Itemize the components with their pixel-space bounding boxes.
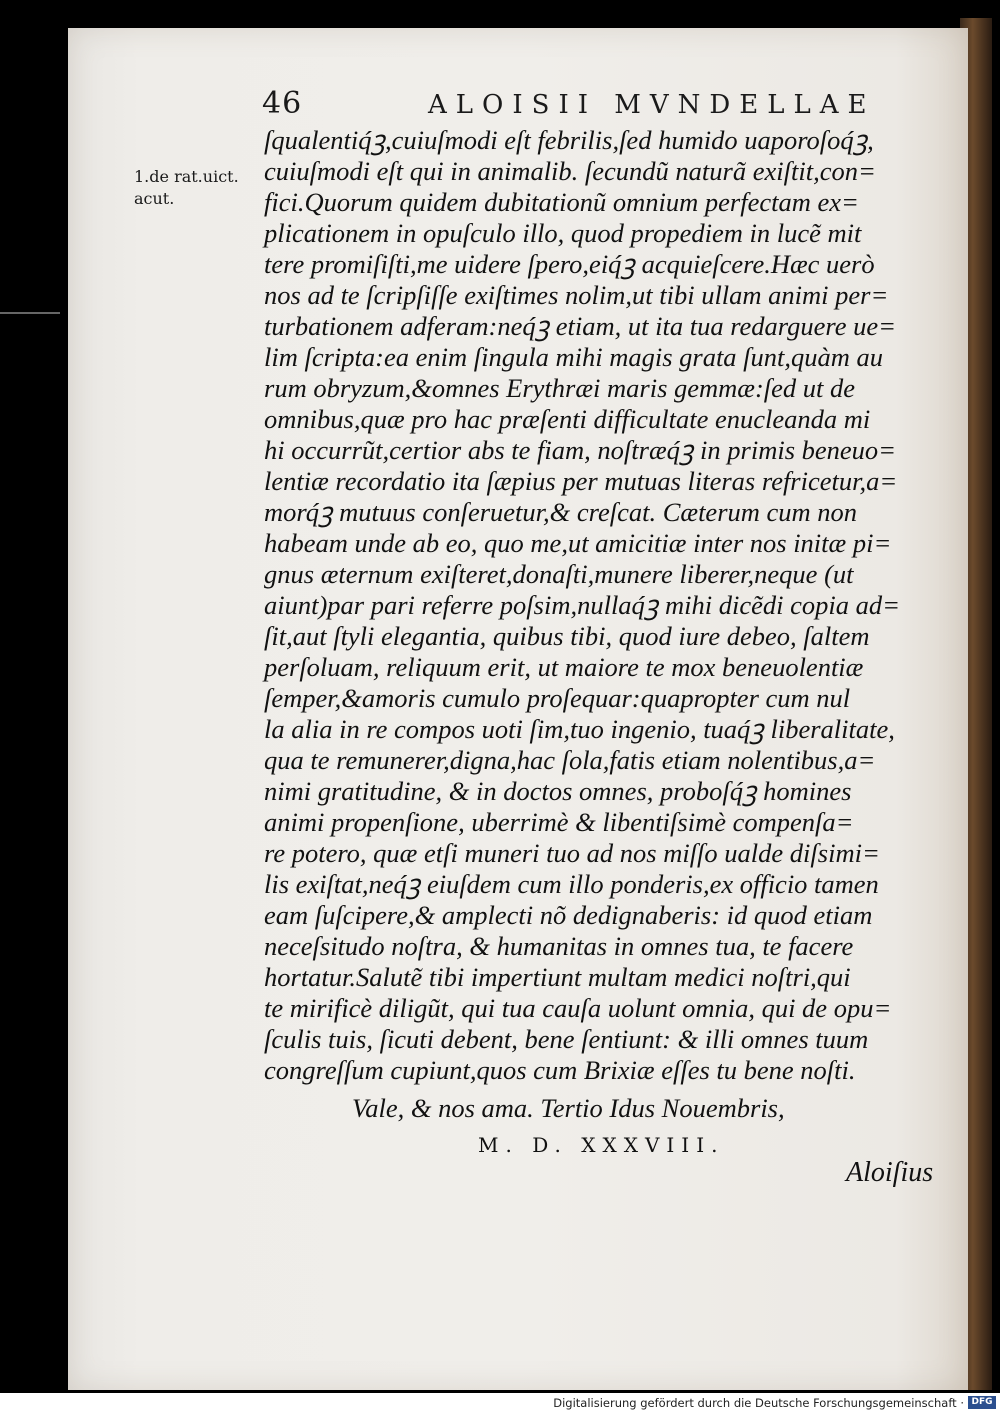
signature: Aloiſius [846,1157,934,1188]
farewell-line: Vale, & nos ama. Tertio Idus Nouembris, [352,1093,785,1123]
text-line: ſemper,&amoris cumulo proſequar:quapropter cum nul [264,683,851,713]
text-line: gnus æternum exiſteret,donaſti,munere liberer,neque (ut [264,559,854,589]
text-line: la alia in re compos uoti ſim,tuo ingenio, tuaq́ꝫ liberalitate, [264,714,895,744]
margin-note-line: 1.de rat.uict. [134,167,239,186]
text-line: te mirificè diligũt, qui tua cauſa uolunt omnia, qui de opu= [264,993,892,1023]
text-line: aiunt)par pari referre poſsim,nullaq́ꝫ mihi dicẽdi copia ad= [264,590,900,620]
text-line: ſqualentiq́ꝫ,cuiuſmodi eſt febrilis,ſed humido uaporoſoq́ꝫ, [264,125,874,155]
text-line: tere promiſiſti,me uidere ſpero,eiq́ꝫ acquieſcere.Hæc uerò [264,249,875,279]
text-line: lim ſcripta:ea enim ſingula mihi magis grata ſunt,quàm au [264,342,884,372]
text-line: nos ad te ſcripſiſſe exiſtimes nolim,ut tibi ullam animi per= [264,280,889,310]
text-line: congreſſum cupiunt,quos cum Brixiæ eſſes tu bene noſti. [264,1055,856,1085]
footer-bar [0,1393,1000,1413]
letter-body [264,125,954,1086]
margin-note [134,166,260,210]
text-line: plicationem in opuſculo illo, quod propediem in lucẽ mit [264,218,862,248]
running-title: ALOISII MVNDELLAE [428,90,876,120]
text-line: habeam unde ab eo, quo me,ut amicitiæ inter nos initæ pi= [264,528,892,558]
text-line: neceſsitudo noſtra, & humanitas in omnes tua, te facere [264,931,854,961]
text-line: morq́ꝫ mutuus conſeruetur,& creſcat. Cæterum cum non [264,497,858,527]
text-line: rum obryzum,&omnes Erythræi maris gemmæ:ſed ut de [264,373,856,403]
text-line: qua te remunerer,digna,hac ſola,fatis etiam nolentibus,a= [264,745,876,775]
text-line: fici.Quorum quidem dubitationũ omnium perfectam ex= [264,187,859,217]
funding-credit: Digitalisierung gefördert durch die Deutsche Forschungsgemeinschaft · [553,1396,964,1410]
text-line: cuiuſmodi eſt qui in animalib. ſecundũ naturã exiſtit,con= [264,156,876,186]
margin-note-line: acut. [134,189,175,208]
text-line: animi propenſione, uberrimè & libentiſsimè compenſa= [264,807,854,837]
text-line: hi occurrũt,certior abs te fiam, noſtræq́ꝫ in primis beneuo= [264,435,897,465]
text-line: lentiæ recordatio ita ſæpius per mutuas literas refricetur,a= [264,466,898,496]
date-line: M. D. XXXVIII. [478,1133,725,1157]
text-line: omnibus,quæ pro hac præſenti difficultate enucleanda mi [264,404,871,434]
text-line: lis exiſtat,neq́ꝫ eiuſdem cum illo ponderis,ex officio tamen [264,869,879,899]
text-line: perſoluam, reliquum erit, ut maiore te mox beneuolentiæ [264,652,864,682]
text-line: eam ſuſcipere,& amplecti nõ dedignaberis: id quod etiam [264,900,873,930]
text-line: re potero, quæ etſi muneri tuo ad nos miſſo ualde diſsimi= [264,838,880,868]
text-line: hortatur.Salutẽ tibi impertiunt multam medici noſtri,qui [264,962,851,992]
text-line: ſit,aut ſtyli elegantia, quibus tibi, quod iure debeo, ſaltem [264,621,870,651]
page-header [262,82,876,126]
dfg-logo-icon: DFG [968,1396,996,1409]
scan-artifact [0,312,60,314]
text-line: turbationem adferam:neq́ꝫ etiam, ut ita tua redarguere ue= [264,311,896,341]
text-line: nimi gratitudine, & in doctos omnes, proboſq́ꝫ homines [264,776,852,806]
page-number: 46 [262,86,303,121]
text-line: ſculis tuis, ſicuti debent, bene ſentiunt: & illi omnes tuum [264,1024,869,1054]
